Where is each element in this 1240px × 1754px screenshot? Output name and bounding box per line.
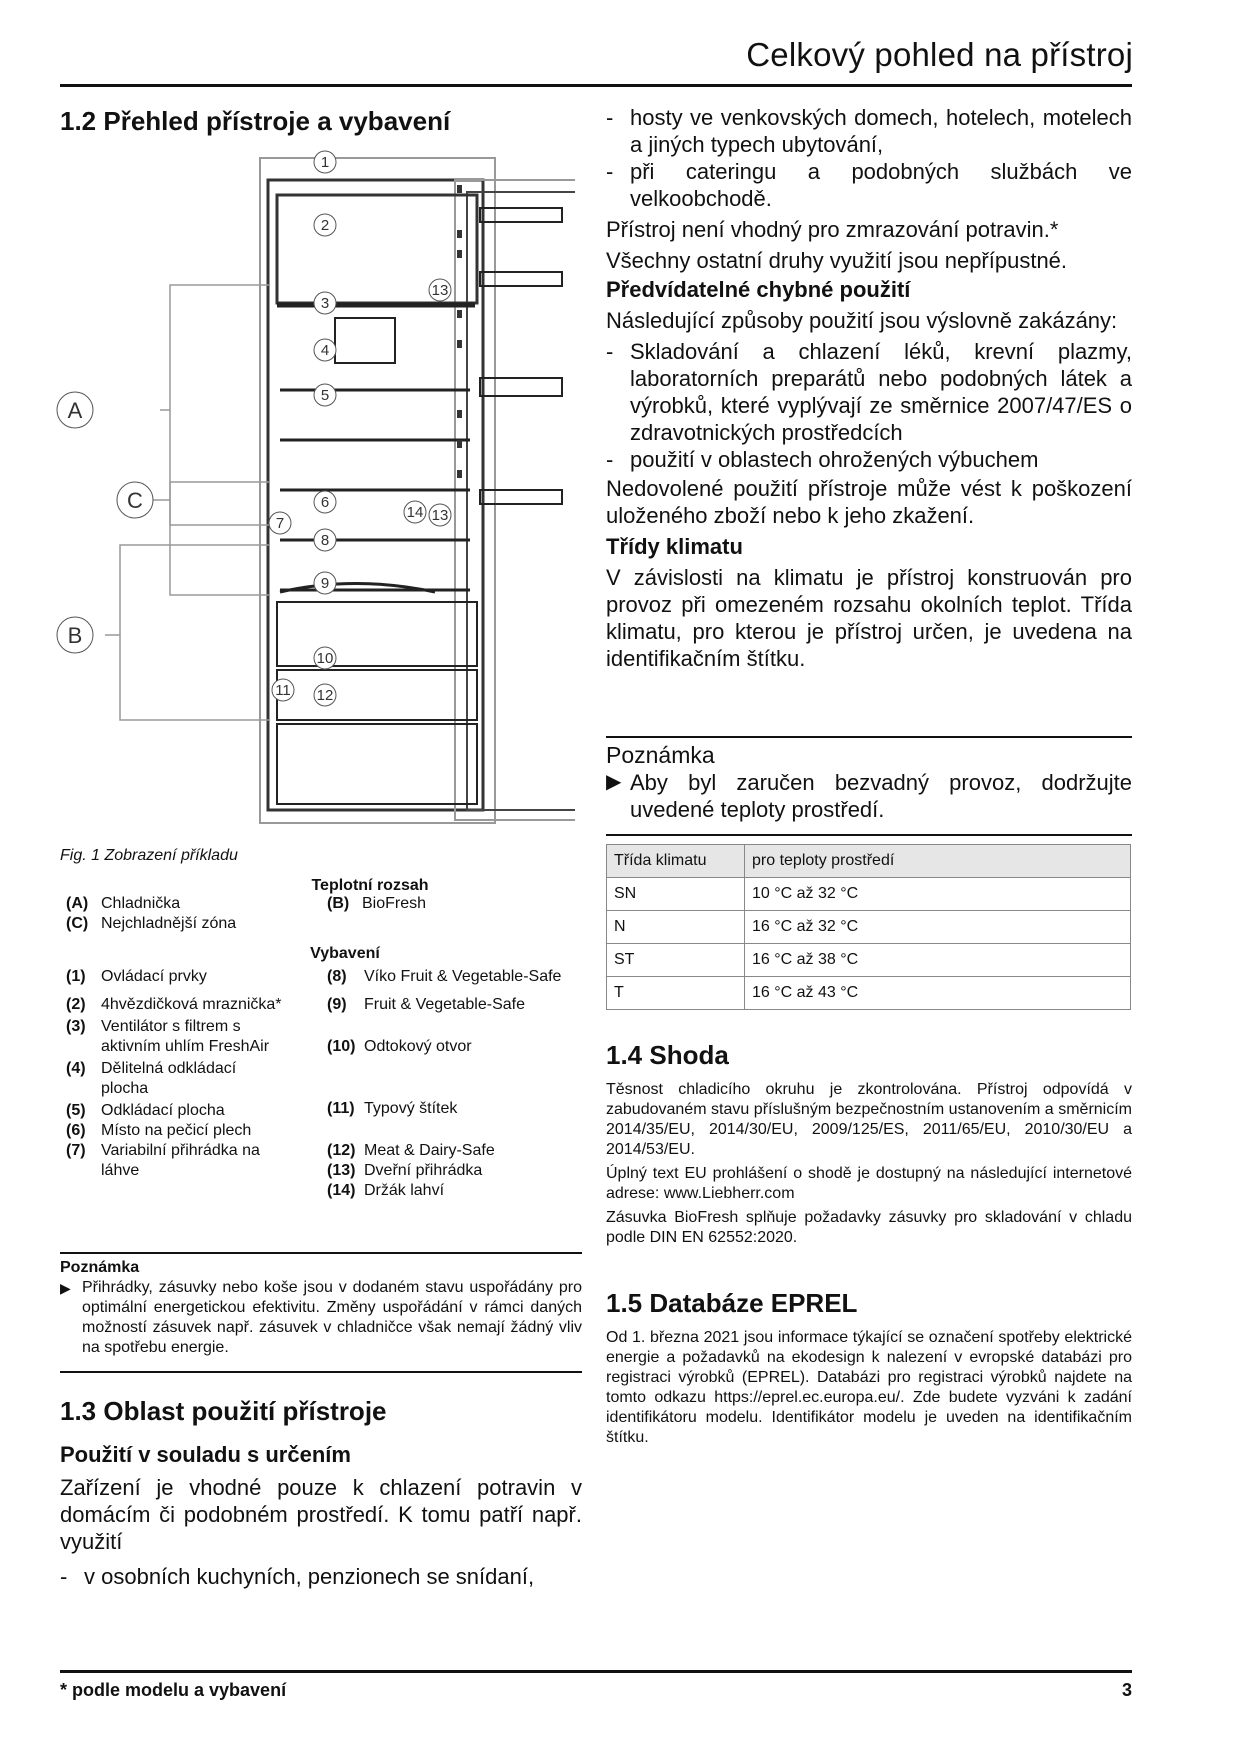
table-cell: 16 °C až 43 °C [745, 977, 1131, 1010]
svg-text:11: 11 [275, 682, 291, 699]
legend-num: (11) [327, 1100, 355, 1117]
legend-text: Dveřní přihrádka [364, 1162, 483, 1179]
note-rule-top [606, 736, 1132, 738]
callout-11 [272, 679, 294, 701]
legend-num-a: (A) [66, 895, 89, 912]
legend-num-c: (C) [66, 915, 89, 932]
legend-num: (4) [66, 1060, 86, 1077]
table-row [607, 944, 1131, 977]
legend-text: Odkládací plocha [101, 1102, 225, 1119]
legend-text: Odtokový otvor [364, 1038, 472, 1055]
legend-text: Variabilní přihrádka na láhve [101, 1142, 260, 1179]
legend-num: (6) [66, 1122, 86, 1139]
legend-text: Fruit & Vegetable-Safe [364, 996, 525, 1013]
svg-text:10: 10 [316, 650, 334, 667]
legend-text-a: Chladnička [101, 895, 181, 912]
callout-10 [314, 647, 336, 669]
note-rule-bottom [60, 1371, 582, 1373]
note-rule-top [60, 1252, 582, 1254]
callout-14 [404, 501, 426, 523]
table-header-cell: Třída klimatu [607, 845, 745, 878]
misuse-list-item: - použití v oblastech ohrožených výbuchem [606, 446, 1132, 473]
legend-num: (14) [327, 1182, 356, 1199]
table-cell: N [607, 911, 745, 944]
table-row [607, 977, 1131, 1010]
table-cell: 10 °C až 32 °C [745, 878, 1131, 911]
legend-num: (8) [327, 968, 347, 985]
note-title: Poznámka [60, 1259, 140, 1276]
svg-text:C: C [127, 488, 143, 513]
misuse-intro: Následující způsoby použití jsou výslovně zakázány: [606, 308, 1118, 333]
callout-13-top [429, 279, 451, 301]
table-header-cell: pro teploty prostředí [745, 845, 1131, 878]
svg-text:13: 13 [431, 282, 449, 299]
callout-B [57, 617, 93, 653]
table-cell: 16 °C až 32 °C [745, 911, 1131, 944]
legend-text: Místo na pečicí plech [101, 1122, 252, 1139]
table-cell: SN [607, 878, 745, 911]
callout-2 [314, 214, 336, 236]
svg-text:3: 3 [320, 295, 330, 312]
legend-text: Víko Fruit & Vegetable-Safe [364, 968, 562, 985]
callout-12 [314, 684, 336, 706]
misuse-heading: Předvídatelné chybné použití [606, 277, 911, 302]
legend-equip-title: Vybavení [310, 945, 380, 962]
callout-3 [314, 292, 336, 314]
table-cell: T [607, 977, 745, 1010]
climate-table [606, 844, 1131, 1010]
table-row [607, 911, 1131, 944]
section-1-2-heading: 1.2 Přehled přístroje a vybavení [60, 106, 451, 136]
use-list-item: - hosty ve venkovských domech, hotelech, motelech a jiných typech ubytování, [606, 104, 1132, 158]
note-rule-bottom [606, 834, 1132, 836]
biofresh-text: Zásuvka BioFresh splňuje požadavky zásuvky pro skladování v chladu podle DIN EN 62552:2020. [606, 1209, 1132, 1246]
legend-num: (9) [327, 996, 347, 1013]
misuse-note: Nedovolené použití přístroje může vést k poškození uloženého zboží nebo k jeho zkažení. [606, 476, 1132, 528]
page-number: 3 [1121, 1680, 1132, 1700]
callout-5 [314, 384, 336, 406]
legend-text: Ovládací prvky [101, 968, 207, 985]
legend-num-b: (B) [327, 895, 350, 912]
note-box-right [606, 742, 1132, 823]
proper-use-intro: Zařízení je vhodné pouze k chlazení potravin v domácím či podobném prostředí. K tomu patří např. využití [60, 1475, 582, 1554]
legend-num: (5) [66, 1102, 86, 1119]
legend-text: Meat & Dairy-Safe [364, 1142, 495, 1159]
callout-C [117, 482, 153, 518]
legend-num: (1) [66, 968, 86, 985]
note-arrow-icon: ▶ [60, 1280, 71, 1296]
legend-equip-left [66, 967, 296, 1181]
svg-text:8: 8 [320, 532, 330, 549]
table-cell: ST [607, 944, 745, 977]
svg-text:5: 5 [320, 387, 330, 404]
legend-text: Typový štítek [364, 1100, 458, 1117]
legend-text: Dělitelná odkládací plocha [101, 1060, 237, 1097]
callout-1 [314, 151, 336, 173]
declaration-text: Úplný text EU prohlášení o shodě je dostupný na následující internetové adrese: www.Liebherr.com [606, 1165, 1132, 1202]
conformity-text: Těsnost chladicího okruhu je zkontrolována. Přístroj odpovídá v zabudovaném stavu příslušným bezpečnostním ustanovením a směrnicím 2014/35/EU, 2014/30/EU, 2009/125/ES, 2011/65/EU, 2010/30/EU a 2014/53/EU. [606, 1081, 1132, 1158]
table-row [607, 878, 1131, 911]
page-header-title: Celkový pohled na přístroj [746, 36, 1133, 73]
not-freeze-text: Přístroj není vhodný pro zmrazování potravin.* [606, 217, 1059, 242]
forbidden-text: Všechny ostatní druhy využití jsou nepřípustné. [606, 248, 1068, 273]
header-rule [60, 84, 1132, 87]
callout-A [57, 392, 93, 428]
misuse-list-item: - Skladování a chlazení léků, krevní plazmy, laboratorních preparátů nebo podobných látek a výrobků, které vyplývají ze směrnice 2007/47/ES o zdravotnických prostředcích [606, 338, 1132, 446]
footer-rule [60, 1670, 1132, 1673]
svg-text:1: 1 [320, 154, 330, 171]
section-1-4-heading: 1.4 Shoda [606, 1040, 729, 1070]
note-text: Přihrádky, zásuvky nebo koše jsou v dodaném stavu uspořádány pro optimální energetickou efektivitu. Změny uspořádání v rámci daných možností zásuvek např. zásuvek v chladničce však nemají žádný vliv na spotřebu energie. [82, 1279, 582, 1356]
legend-text: Ventilátor s filtrem s aktivním uhlím FreshAir [101, 1018, 270, 1055]
climate-text: V závislosti na klimatu je přístroj konstruován pro provoz při omezeném rozsahu okolních teplot. Třída klimatu, pro kterou je přístroj určen, je uvedena na identifikačním štítku. [606, 565, 1132, 671]
section-1-3-heading: 1.3 Oblast použití přístroje [60, 1396, 387, 1426]
note-text: Aby byl zaručen bezvadný provoz, dodržujte uvedené teploty prostředí. [630, 770, 1132, 822]
legend-temp-title: Teplotní rozsah [311, 877, 429, 894]
legend-num: (3) [66, 1018, 86, 1035]
svg-text:4: 4 [320, 342, 330, 359]
legend-num: (2) [66, 996, 86, 1013]
svg-text:13: 13 [431, 507, 449, 524]
callout-13-bottom [429, 504, 451, 526]
svg-text:B: B [67, 623, 83, 648]
legend-num: (13) [327, 1162, 356, 1179]
table-header-row [607, 845, 1131, 878]
svg-text:14: 14 [406, 504, 424, 521]
section-1-5-heading: 1.5 Databáze EPREL [606, 1288, 858, 1318]
note-title: Poznámka [606, 742, 715, 768]
proper-use-heading: Použití v souladu s určením [60, 1442, 351, 1467]
svg-text:9: 9 [320, 575, 330, 592]
callout-9 [314, 572, 336, 594]
legend-text-b: BioFresh [362, 895, 427, 912]
legend-num: (7) [66, 1142, 86, 1159]
legend-text: 4hvězdičková mraznička* [101, 996, 282, 1013]
legend-equip-right [327, 967, 587, 1201]
climate-heading: Třídy klimatu [606, 534, 743, 559]
footer-note: * podle modelu a vybavení [60, 1680, 287, 1700]
callout-8 [314, 529, 336, 551]
use-list-item: - v osobních kuchyních, penzionech se snídaní, [60, 1563, 584, 1590]
legend-num: (10) [327, 1038, 356, 1055]
use-list-item: - při cateringu a podobných službách ve velkoobchodě. [606, 158, 1132, 212]
appliance-figure [55, 150, 575, 840]
svg-text:12: 12 [316, 687, 334, 704]
legend-num: (12) [327, 1142, 356, 1159]
note-arrow-icon: ▶ [606, 771, 622, 793]
svg-text:A: A [67, 398, 83, 423]
svg-text:7: 7 [275, 515, 285, 532]
legend-text-c: Nejchladnější zóna [101, 915, 237, 932]
callout-6 [314, 491, 336, 513]
table-cell: 16 °C až 38 °C [745, 944, 1131, 977]
eprel-text: Od 1. března 2021 jsou informace týkající se označení spotřeby elektrické energie a požadavků na ekodesign k nalezení v evropské databázi pro registraci výrobků (EPREL). Databázi pro registraci výrobků najdete na tomto odkazu https://eprel.ec.europa.eu/. Zde budete vyzváni k zadání identifikátoru modelu. Identifikátor modelu je uveden na identifikačním štítku. [606, 1329, 1132, 1446]
note-box-left [60, 1258, 582, 1358]
svg-text:2: 2 [320, 217, 330, 234]
callout-7 [269, 512, 291, 534]
section-1-4-body [606, 1080, 1132, 1248]
callout-4 [314, 339, 336, 361]
legend-text: Držák lahví [364, 1182, 445, 1199]
figure-caption: Fig. 1 Zobrazení příkladu [60, 847, 238, 864]
svg-text:6: 6 [320, 494, 330, 511]
figure-legend [60, 877, 580, 963]
use-list-continued [606, 104, 1132, 672]
